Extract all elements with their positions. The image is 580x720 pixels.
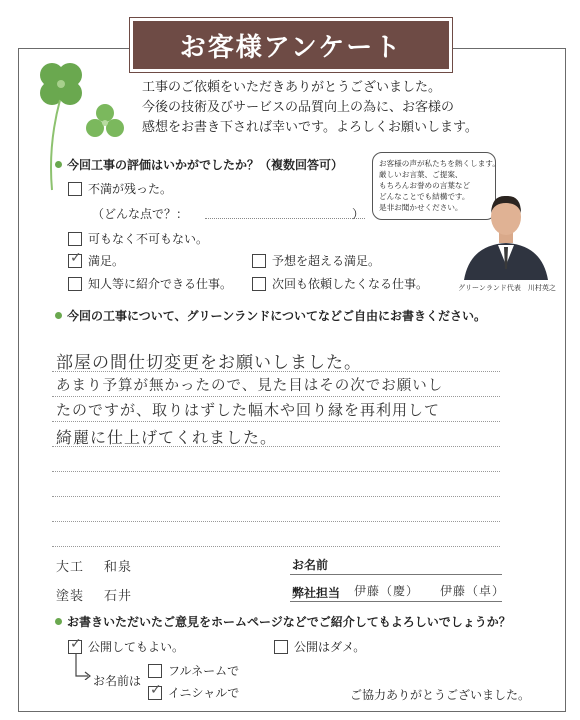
checkbox-fullname[interactable] bbox=[148, 664, 162, 678]
staff-value-1: 伊藤（慶） bbox=[354, 584, 420, 598]
three-leaf-clover-icon bbox=[82, 100, 128, 146]
handwritten-line-4: 綺麗に仕上げてくれました。 bbox=[56, 428, 278, 447]
staff-field bbox=[290, 601, 502, 602]
trade1-label: 大工 bbox=[56, 560, 85, 575]
option-request-again[interactable]: 次回も依頼したくなる仕事。 bbox=[252, 275, 428, 292]
checkbox-publish-ok[interactable] bbox=[68, 640, 82, 654]
handwritten-line-1: 部屋の間仕切変更をお願いしました。 bbox=[56, 353, 362, 373]
checkbox-dissatisfied[interactable] bbox=[68, 182, 82, 196]
thanks-text: ご協力ありがとうございました。 bbox=[350, 688, 531, 702]
option-recommend[interactable]: 知人等に紹介できる仕事。 bbox=[68, 275, 232, 292]
trade2-label: 塗装 bbox=[56, 589, 85, 604]
trade1-name: 和泉 bbox=[104, 560, 133, 575]
close-paren: ） bbox=[352, 207, 365, 221]
staff-value-2: 伊藤（卓） bbox=[440, 584, 506, 598]
checkbox-initial[interactable] bbox=[148, 686, 162, 700]
name-label: お名前 bbox=[292, 558, 329, 572]
name-field[interactable] bbox=[290, 574, 502, 575]
option-dissatisfied[interactable]: 不満が残った。 bbox=[68, 180, 172, 197]
ruled-line bbox=[52, 396, 500, 397]
name-is-label: お名前は bbox=[93, 674, 142, 688]
bullet-icon bbox=[55, 161, 62, 168]
q1-heading: 今回工事の評価はいかがでしたか？（複数回答可） bbox=[55, 156, 343, 173]
ruled-line bbox=[52, 471, 500, 472]
page-title: お客様アンケート bbox=[130, 18, 452, 72]
ruled-line bbox=[52, 546, 500, 547]
trade2-name: 石井 bbox=[104, 589, 133, 604]
checkbox-satisfied[interactable] bbox=[68, 254, 82, 268]
checkbox-publish-no[interactable] bbox=[274, 640, 288, 654]
q2-heading: 今回の工事について、グリーンランドについてなどご自由にお書きください。 bbox=[55, 307, 486, 324]
ruled-line bbox=[52, 496, 500, 497]
connector-arrow-icon bbox=[74, 654, 92, 680]
ruled-line bbox=[52, 421, 500, 422]
what-point-field[interactable] bbox=[205, 218, 365, 219]
staff-label: 弊社担当 bbox=[292, 586, 341, 600]
option-publish-no[interactable]: 公開はダメ。 bbox=[274, 638, 365, 655]
representative-caption: グリーンランド代表 川村英之 bbox=[458, 284, 556, 292]
checkbox-request-again[interactable] bbox=[252, 277, 266, 291]
intro-text: 工事のご依頼をいただきありがとうございました。 今後の技術及びサービスの品質向上の為に、お客様の 感想をお書き下されば幸いです。よろしくお願いします。 bbox=[142, 80, 478, 135]
speech-bubble: お客様の声が私たちを熱くします。 厳しいお言葉、ご提案、 もちろんお誉めの言葉など どんなことでも結構です。 是非お聞かせください。 bbox=[372, 152, 496, 220]
bullet-icon bbox=[55, 618, 62, 625]
option-neutral[interactable]: 可もなく不可もない。 bbox=[68, 230, 208, 247]
bullet-icon bbox=[55, 312, 62, 319]
ruled-line bbox=[52, 521, 500, 522]
q3-heading: お書きいただいたご意見をホームページなどでご紹介してもよろしいでしょうか？ bbox=[55, 613, 511, 630]
option-exceeded[interactable]: 予想を超える満足。 bbox=[252, 252, 380, 269]
representative-photo bbox=[460, 185, 552, 280]
option-satisfied[interactable]: ✓ 満足。 bbox=[68, 252, 124, 269]
checkbox-recommend[interactable] bbox=[68, 277, 82, 291]
option-publish-ok[interactable]: ✓ 公開してもよい。 bbox=[68, 638, 184, 655]
option-initial[interactable]: ✓ イニシャルで bbox=[148, 684, 239, 701]
what-point-label: （どんな点で？： bbox=[92, 207, 189, 221]
option-fullname[interactable]: フルネームで bbox=[148, 662, 239, 679]
handwritten-line-3: たのですが、取りはずした幅木や回り縁を再利用して bbox=[56, 401, 441, 419]
checkbox-neutral[interactable] bbox=[68, 232, 82, 246]
checkbox-exceeded[interactable] bbox=[252, 254, 266, 268]
four-leaf-clover-icon bbox=[30, 55, 90, 195]
handwritten-line-2: あまり予算が無かったので、見た目はその次でお願いし bbox=[56, 378, 444, 394]
